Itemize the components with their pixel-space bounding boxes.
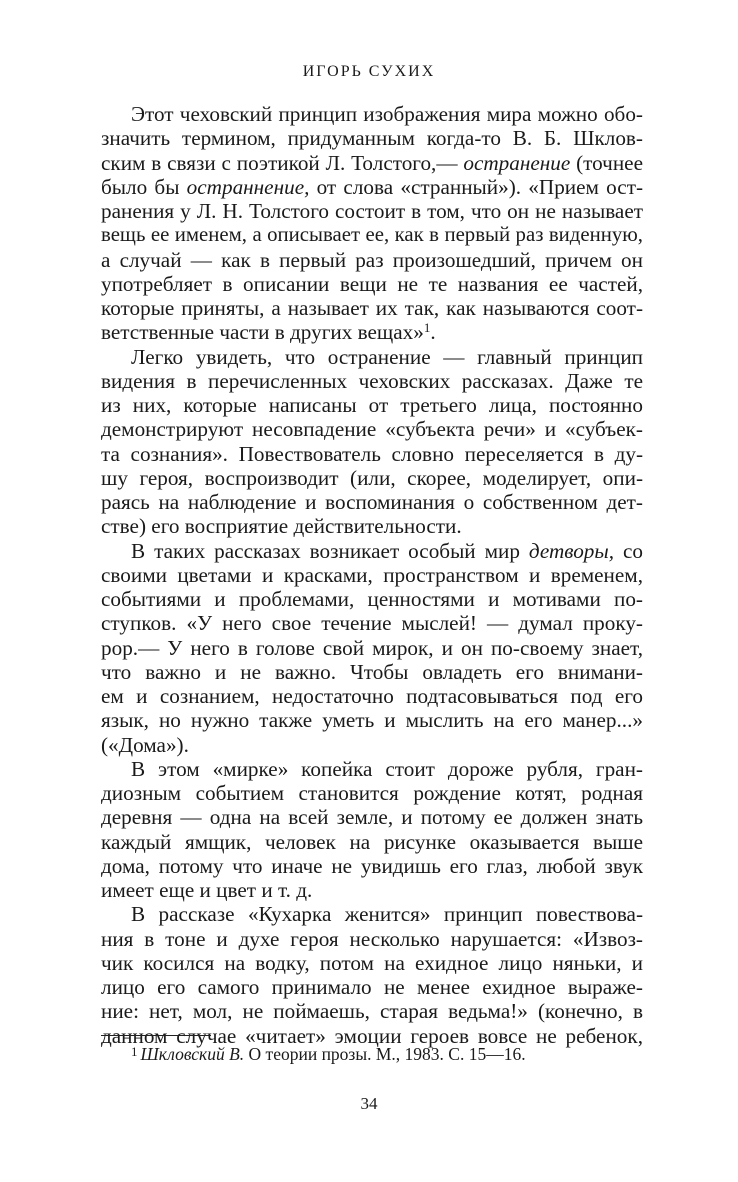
text-line: своими цветами и красками, пространством и временем, xyxy=(101,562,643,587)
text-line: диозным событием становится рождение котят, родная xyxy=(101,781,643,805)
text-line: та сознания». Повествователь словно переселяется в ду- xyxy=(101,441,643,466)
text-line: вещь ее именем, а описывает ее, как в первый раз виденную, xyxy=(101,223,643,247)
text-line: демонстрируют несовпадение «субъекта речи» и «субъек- xyxy=(101,417,643,442)
text-line: имеет еще и цвет и т. д. xyxy=(101,878,313,902)
footnote-divider xyxy=(101,1035,211,1036)
running-head: ИГОРЬ СУХИХ xyxy=(302,63,436,80)
text-line: ния в тоне и духе героя несколько нарушается: «Извоз- xyxy=(101,926,643,951)
text-line: видения в перечисленных чеховских рассказах. Даже те xyxy=(101,368,643,393)
paragraph-2 xyxy=(101,345,643,539)
text-line: ние: нет, мол, не поймаешь, старая ведьма!» (конечно, в xyxy=(101,999,643,1024)
text-fragment: (точнее xyxy=(570,150,643,175)
text-line: каждый ямщик, человек на рисунке оказывается выше xyxy=(101,829,643,854)
text-fragment: от слова «странный»). «Прием ост- xyxy=(309,174,644,199)
text-line: из них, которые написаны от третьего лица, постоянно xyxy=(101,393,643,417)
body-text xyxy=(101,102,643,1048)
paragraph-5 xyxy=(101,902,643,1048)
text-fragment: ветственные части в других вещах» xyxy=(101,320,424,345)
text-line: значить термином, придуманным когда-то В. Б. Шклов- xyxy=(101,126,643,151)
text-line: («Дома»). xyxy=(101,732,189,757)
italic-term: остраннение, xyxy=(186,174,310,199)
text-line: деревня — одна на всей земле, и потому ее должен знать xyxy=(101,805,643,830)
text-line: язык, но нужно также уметь и мыслить на его манер...» xyxy=(101,708,643,733)
paragraph-1 xyxy=(101,102,643,345)
text-line: которые приняты, а называет их так, как называются соот- xyxy=(101,296,643,320)
footnote-number: 1 xyxy=(131,1044,138,1059)
italic-term: остранение xyxy=(463,150,571,175)
text-line: Этот чеховский принцип изображения мира можно обо- xyxy=(131,102,643,126)
page-number: 34 xyxy=(360,1094,378,1113)
text-fragment: . xyxy=(430,320,436,345)
footnote xyxy=(131,1043,526,1067)
paragraph-4 xyxy=(101,757,643,903)
text-line: ранения у Л. Н. Толстого состоит в том, что он не называет xyxy=(101,199,643,223)
text-line xyxy=(101,539,643,563)
text-line: событиями и проблемами, ценностями и мотивами по- xyxy=(101,587,643,611)
footnote-reference: 1 xyxy=(423,320,431,336)
text-fragment: было бы xyxy=(101,174,187,199)
text-line: стве) его восприятие действительности. xyxy=(101,514,462,539)
text-line: ем и сознанием, недостаточно подтасовываться под его xyxy=(101,684,643,708)
text-line: дома, потому что иначе не увидишь его глаз, любой звук xyxy=(101,853,643,878)
text-line: В этом «мирке» копейка стоит дороже рубля, гран- xyxy=(131,756,643,781)
text-line: употребляет в описании вещи не те названия ее частей, xyxy=(101,271,643,296)
paragraph-3 xyxy=(101,539,643,757)
text-line: раясь на наблюдение и воспоминания о собственном дет- xyxy=(101,490,643,514)
italic-term: детворы, xyxy=(528,538,615,563)
text-line: В рассказе «Кухарка женится» принцип повествова- xyxy=(131,902,643,927)
text-line: ступков. «У него свое течение мыслей! — думал проку- xyxy=(101,611,643,636)
text-fragment: В таких рассказах возникает особый мир xyxy=(131,538,529,563)
text-fragment: ским в связи с поэтикой Л. Толстого,— xyxy=(101,150,464,175)
text-line: а случай — как в первый раз произошедший, причем он xyxy=(101,247,643,272)
footnote-text: О теории прозы. М., 1983. С. 15—16. xyxy=(244,1044,526,1064)
text-line: чик косился на водку, потом на ехидное лицо няньки, и xyxy=(101,950,643,975)
text-line: рор.— У него в голове свой мирок, и он по-своему знает, xyxy=(101,635,643,660)
footnote-author: Шкловский В. xyxy=(140,1044,245,1064)
text-line: данном случае «читает» эмоции героев вовсе не ребенок, xyxy=(101,1023,643,1048)
text-line: шу героя, воспроизводит (или, скорее, моделирует, опи- xyxy=(101,465,643,490)
text-line: Легко увидеть, что остранение — главный принцип xyxy=(131,344,643,369)
text-line xyxy=(101,320,643,344)
text-line xyxy=(101,151,643,175)
text-line: лицо его самого принимало не менее ехидное выраже- xyxy=(101,975,643,999)
text-fragment: со xyxy=(614,538,643,563)
text-line: что важно и не важно. Чтобы овладеть его внимани- xyxy=(101,659,643,684)
text-line xyxy=(101,175,643,199)
